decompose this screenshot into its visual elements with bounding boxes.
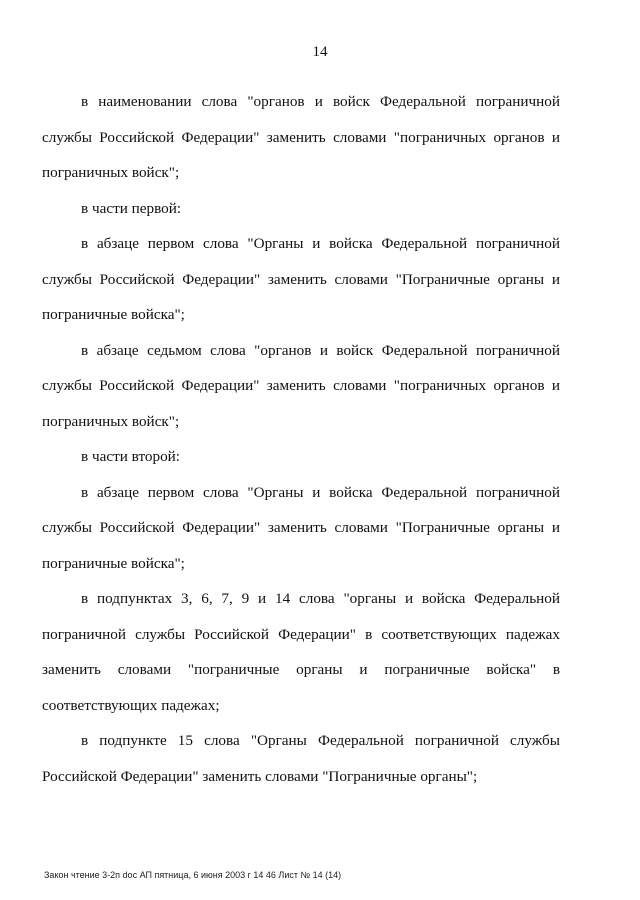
paragraph: в абзаце седьмом слова "органов и войск Федеральной пограничной службы Российской Федерации" заменить словами "пограничных органов и пограничных войск";: [42, 341, 560, 430]
paragraph: в подпункте 15 слова "Органы Федеральной пограничной службы Российской Федерации" заменить словами "Пограничные органы";: [42, 732, 560, 785]
paragraph: в части первой:: [81, 199, 182, 217]
paragraph: в наименовании слова "органов и войск Федеральной пограничной службы Российской Федерации" заменить словами "пограничных органов и пограничных войск";: [42, 93, 560, 181]
document-body: [42, 84, 560, 794]
paragraph: в подпунктах 3, 6, 7, 9 и 14 слова "органы и войска Федеральной пограничной службы Российской Федерации" в соответствующих падежах заменить словами "пограничные органы и пограничные войска" в соответствующих падежах;: [42, 590, 560, 714]
paragraph: в абзаце первом слова "Органы и войска Федеральной пограничной службы Российской Федерации" заменить словами "Пограничные органы и пограничные войска";: [42, 235, 560, 323]
paragraph: в абзаце первом слова "Органы и войска Федеральной пограничной службы Российской Федерации" заменить словами "Пограничные органы и пограничные войска";: [42, 483, 560, 572]
page-number: 14: [312, 44, 328, 60]
document-footer: Закон чтение 3-2п doc АП пятница, 6 июня 2003 г 14 46 Лист № 14 (14): [44, 870, 342, 880]
paragraph: в части второй:: [81, 448, 181, 465]
